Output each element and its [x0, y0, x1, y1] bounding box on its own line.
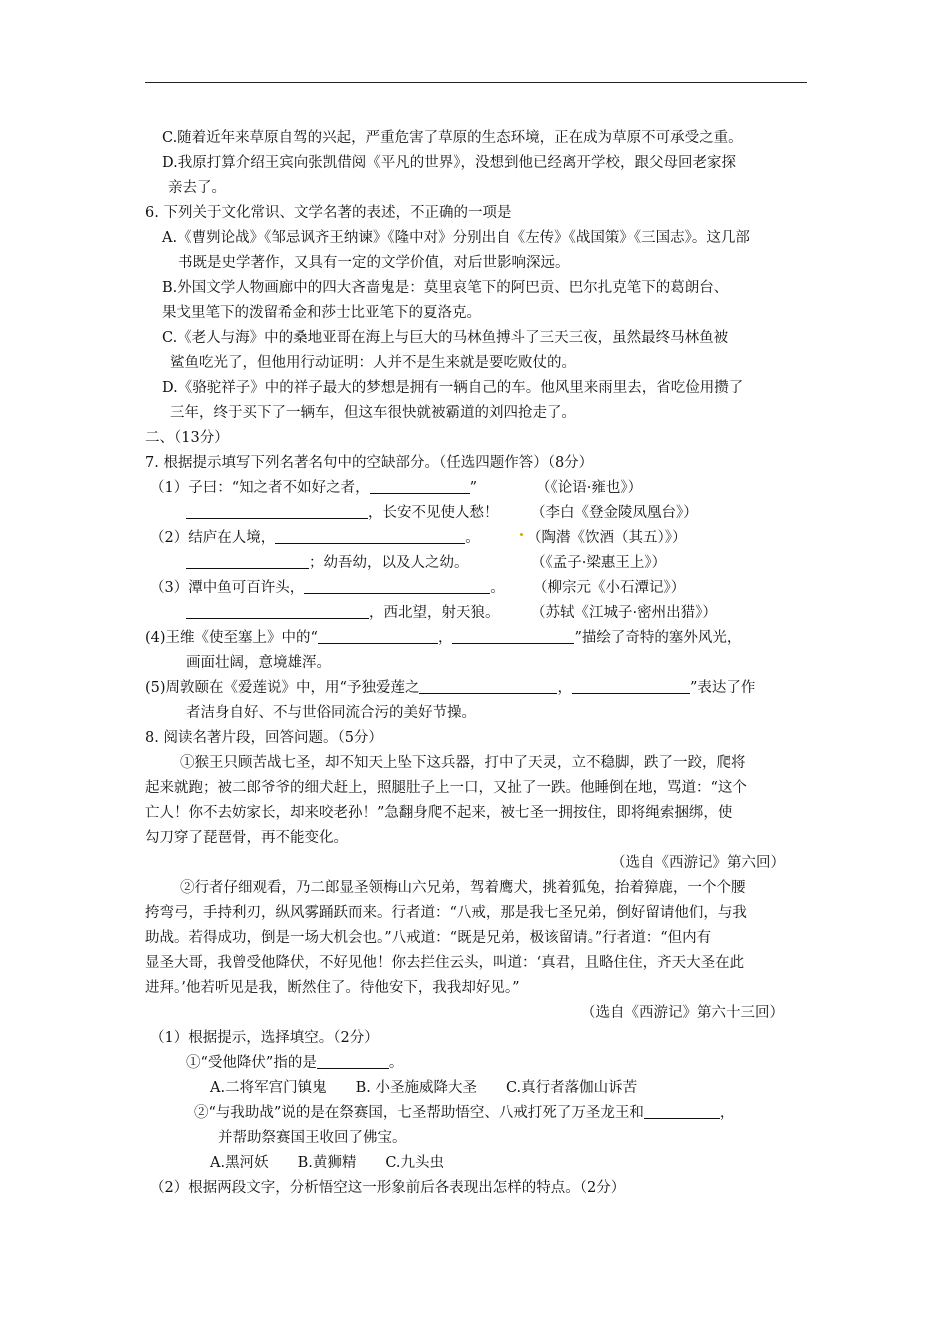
q5-option-d-line2: 亲去了。: [168, 180, 226, 196]
fill-blank[interactable]: [370, 479, 470, 494]
fill-blank[interactable]: [317, 1054, 389, 1069]
q8-passage2-line3: 助战。若得成功，倒是一场大机会也。”八戒道：“既是兄弟，极该留请。”行者道：“但内有: [145, 930, 712, 946]
q6-option-c-line2: 鲨鱼吃光了，但他用行动证明：人并不是生来就是要吃败仗的。: [170, 355, 576, 371]
fill-blank[interactable]: [304, 579, 490, 594]
q8-stem: 8. 阅读名著片段，回答问题。（5分）: [145, 730, 383, 746]
q7-item2-line2: ；幼吾幼，以及人之幼。: [186, 553, 469, 573]
fill-blank[interactable]: [275, 529, 465, 544]
q7-item1-line2-source: （李白《登金陵凤凰台》）: [531, 505, 698, 521]
q8-passage1-source: （选自《西游记》第六回）: [611, 855, 785, 871]
q7-item2-line1-source: （陶潜《饮酒（其五）》）: [527, 530, 687, 546]
q7-item5-line2: 者洁身自好、不与世俗同流合污的美好节操。: [186, 705, 476, 721]
q7-item2-line2-source: （《孟子·梁惠王上》）: [531, 555, 667, 571]
header-rule: [145, 82, 807, 83]
q8-passage2-line4: 显圣大哥，我曾受他降伏，不好见他！你去拦住云头，叫道：‘真君，且略住住，齐天大圣在此: [145, 955, 745, 971]
stray-dot: [520, 533, 523, 536]
q7-item2-line1: （2）结庐在人境， 。: [150, 530, 480, 546]
q5-option-d-line1: D.我原打算介绍王宾向张凯借阅《平凡的世界》，没想到他已经离开学校，跟父母回老家探: [162, 155, 736, 171]
q8-passage2-source: （选自《西游记》第六十三回）: [581, 1005, 784, 1021]
q7-item1-line1: （1）子曰：“知之者不如好之者， ”: [150, 480, 478, 496]
q8-passage1-line4: 勾刀穿了琵琶骨，再不能变化。: [145, 830, 348, 846]
fill-blank[interactable]: [186, 554, 309, 569]
q8-passage2-line5: 进拜。’他若听见是我，断然住了。待他安下，我我却好见。”: [145, 980, 520, 996]
q8-sub1b-line2: 并帮助祭赛国王收回了佛宝。: [218, 1130, 407, 1146]
fill-blank[interactable]: [452, 629, 574, 644]
fill-blank[interactable]: [572, 679, 690, 694]
q8-sub1b-options: A.黑河妖 B.黄狮精 C.九头虫: [210, 1155, 445, 1171]
q7-item3-line2: ，西北望，射天狼。: [186, 603, 500, 623]
q8-passage2-line1: ②行者仔细观看，乃二郎显圣领梅山六兄弟，驾着鹰犬，挑着狐兔，抬着獐鹿，一个个腰: [180, 880, 746, 896]
q6-option-b-line2: 果戈里笔下的泼留希金和莎士比亚笔下的夏洛克。: [162, 305, 481, 321]
q7-item4-line2: 画面壮阔，意境雄浑。: [186, 655, 331, 671]
q8-sub1b-line1: ②“与我助战”说的是在祭赛国，七圣帮助悟空、八戒打死了万圣龙王和 ，: [194, 1105, 735, 1121]
q6-option-a-line1: A.《曹刿论战》《邹忌讽齐王纳谏》《隆中对》分别出自《左传》《战国策》《三国志》。这几部: [162, 230, 750, 246]
q8-passage1-line1: ①猴王只顾苦战七圣，却不知天上坠下这兵器，打中了天灵，立不稳脚，跌了一跤，爬将: [180, 755, 746, 771]
q7-item1-line2: ，长安不见使人愁！: [186, 503, 499, 523]
q8-passage1-line2: 起来就跑；被二郎爷爷的细犬赶上，照腿肚子上一口，又扯了一跌。他睡倒在地，骂道：“这个: [145, 780, 747, 796]
q8-sub1-stem: （1）根据提示，选择填空。（2分）: [150, 1030, 379, 1046]
fill-blank[interactable]: [318, 629, 438, 644]
q6-option-d-line2: 三年，终于买下了一辆车，但这车很快就被霸道的刘四抢走了。: [170, 405, 576, 421]
fill-blank[interactable]: [644, 1104, 720, 1119]
q8-sub1a: ①“受他降伏”指的是 。: [186, 1055, 404, 1071]
q8-sub2-stem: （2）根据两段文字，分析悟空这一形象前后各表现出怎样的特点。（2分）: [150, 1180, 626, 1196]
q5-option-c: C.随着近年来草原自驾的兴起，严重危害了草原的生态环境，正在成为草原不可承受之重。: [162, 130, 743, 146]
q6-stem: 6. 下列关于文化常识、文学名著的表述，不正确的一项是: [145, 205, 512, 221]
section-2-heading: 二、（13分）: [145, 430, 229, 446]
q7-item4-line1: (4)王维《使至塞上》中的“ ， ”描绘了奇特的塞外风光，: [145, 630, 742, 646]
q6-option-a-line2: 书既是史学著作，又具有一定的文学价值，对后世影响深远。: [178, 255, 570, 271]
q6-option-c-line1: C.《老人与海》中的桑地亚哥在海上与巨大的马林鱼搏斗了三天三夜，虽然最终马林鱼被: [162, 330, 729, 346]
q7-item3-line1: （3）潭中鱼可百许头， 。: [150, 580, 505, 596]
q7-item3-line2-source: （苏轼《江城子·密州出猎》）: [531, 605, 717, 621]
q8-sub1a-options: A.二将军宫门镇鬼 B. 小圣施威降大圣 C.真行者落伽山诉苦: [210, 1080, 638, 1096]
q8-passage1-line3: 亡人！你不去妨家长，却来咬老孙！”急翻身爬不起来，被七圣一拥按住，即将绳索捆绑，使: [145, 805, 733, 821]
q6-option-b-line1: B.外国文学人物画廊中的四大吝啬鬼是：莫里哀笔下的阿巴贡、巴尔扎克笔下的葛朗台、: [162, 280, 729, 296]
q8-passage2-line2: 挎弯弓，手持利刃，纵风雾踊跃而来。行者道：“八戒，那是我七圣兄弟，倒好留请他们，与我: [145, 905, 747, 921]
fill-blank[interactable]: [186, 604, 369, 619]
q7-item3-line1-source: （柳宗元《小石潭记》）: [533, 580, 686, 596]
q6-option-d-line1: D.《骆驼祥子》中的祥子最大的梦想是拥有一辆自己的车。他风里来雨里去，省吃俭用攒了: [162, 380, 744, 396]
q7-item5-line1: (5)周敦颐在《爱莲说》中，用“予独爱莲之 ， ”表达了作: [145, 680, 756, 696]
fill-blank[interactable]: [186, 504, 368, 519]
q7-stem: 7. 根据提示填写下列名著名句中的空缺部分。（任选四题作答）（8分）: [145, 455, 594, 471]
q7-item1-line1-source: （《论语·雍也》）: [536, 480, 643, 496]
fill-blank[interactable]: [419, 679, 557, 694]
